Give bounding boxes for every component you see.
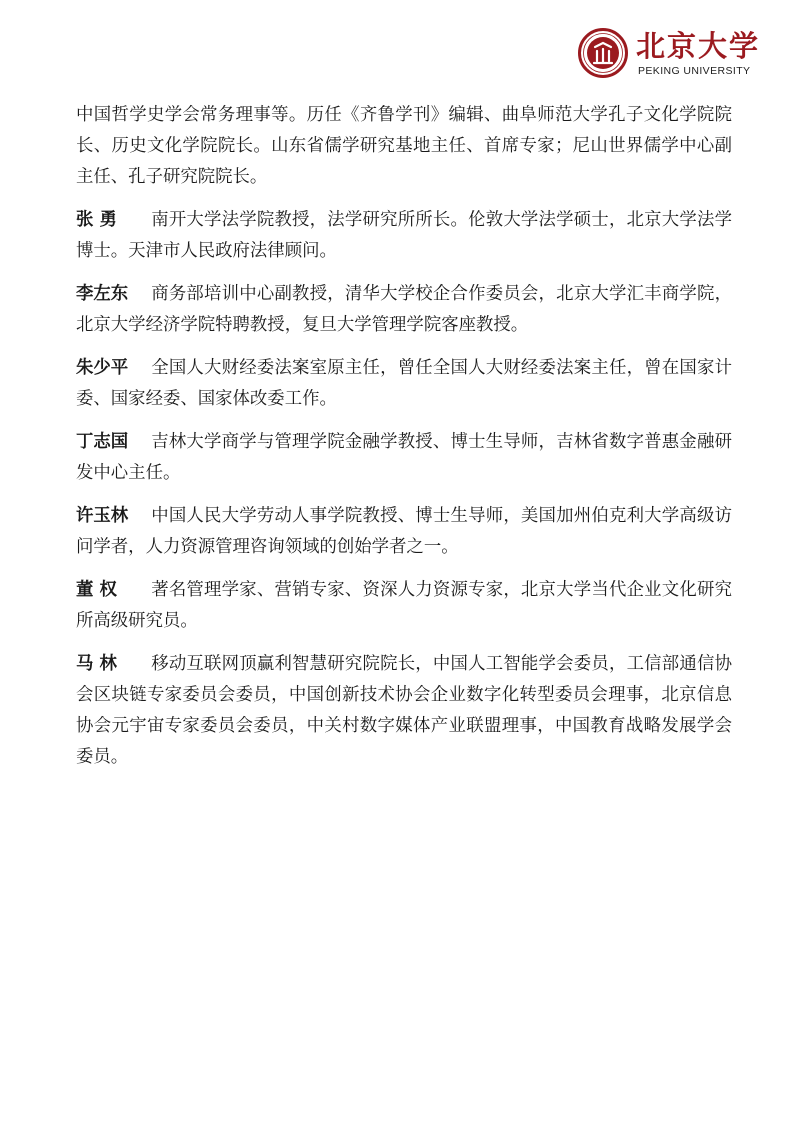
profile-bio: 中国人民大学劳动人事学院教授、博士生导师，美国加州伯克利大学高级访问学者，人力资源管理咨询领域的创始学者之一。 xyxy=(76,506,732,557)
profile-entry xyxy=(76,353,732,415)
peking-university-logo xyxy=(578,28,761,80)
profile-entry xyxy=(76,279,732,341)
profile-name: 许玉林 xyxy=(76,506,129,526)
profile-name: 朱少平 xyxy=(76,358,129,378)
profile-bio: 著名管理学家、营销专家、资深人力资源专家，北京大学当代企业文化研究所高级研究员。 xyxy=(76,580,732,631)
profile-entry xyxy=(76,649,732,773)
logo-english-text: PEKING UNIVERSITY xyxy=(638,65,751,77)
profile-bio: 南开大学法学院教授，法学研究所所长。伦敦大学法学硕士，北京大学法学博士。天津市人民政府法律顾问。 xyxy=(76,210,732,261)
profile-name: 董 权 xyxy=(76,580,117,600)
logo-chinese-text: 北京大学 xyxy=(636,29,761,63)
profile-entry xyxy=(76,501,732,563)
profile-bio: 商务部培训中心副教授，清华大学校企合作委员会，北京大学汇丰商学院，北京大学经济学院特聘教授，复旦大学管理学院客座教授。 xyxy=(76,284,732,335)
profile-bio: 移动互联网顶赢利智慧研究院院长，中国人工智能学会委员，工信部通信协会区块链专家委员会委员，中国创新技术协会企业数字化转型委员会理事，北京信息协会元宇宙专家委员会委员，中关村数字媒体产业联盟理事，中国教育战略发展学会委员。 xyxy=(76,654,732,767)
profile-entry xyxy=(76,205,732,267)
document-body xyxy=(76,100,732,785)
university-seal-icon xyxy=(578,28,628,78)
profile-name: 李左东 xyxy=(76,284,129,304)
profile-entry xyxy=(76,427,732,489)
profile-bio: 全国人大财经委法案室原主任，曾任全国人大财经委法案主任，曾在国家计委、国家经委、国家体改委工作。 xyxy=(76,358,732,409)
profile-name: 马 林 xyxy=(76,654,117,674)
intro-paragraph: 中国哲学史学会常务理事等。历任《齐鲁学刊》编辑、曲阜师范大学孔子文化学院院长、历史文化学院院长。山东省儒学研究基地主任、首席专家；尼山世界儒学中心副主任、孔子研究院院长。 xyxy=(76,105,732,187)
profile-name: 丁志国 xyxy=(76,432,129,452)
profile-bio: 吉林大学商学与管理学院金融学教授、博士生导师，吉林省数字普惠金融研发中心主任。 xyxy=(76,432,732,483)
profile-entry xyxy=(76,575,732,637)
profile-name: 张 勇 xyxy=(76,210,117,230)
